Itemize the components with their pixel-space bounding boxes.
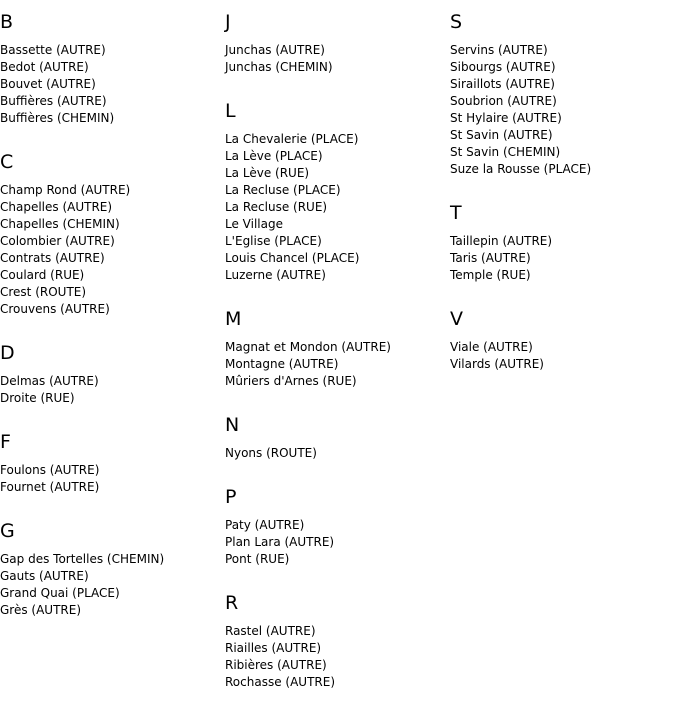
- letter-section: [450, 10, 675, 178]
- street-link[interactable]: Taillepin (AUTRE): [450, 234, 553, 248]
- street-link[interactable]: Rochasse (AUTRE): [225, 675, 336, 689]
- street-link[interactable]: Bassette (AUTRE): [0, 43, 106, 57]
- letter-section: [0, 430, 225, 496]
- street-link[interactable]: St Savin (CHEMIN): [450, 145, 561, 159]
- letter-section: [0, 519, 225, 619]
- street-link[interactable]: Viale (AUTRE): [450, 340, 533, 354]
- street-list: [225, 445, 450, 462]
- street-link[interactable]: Taris (AUTRE): [450, 251, 531, 265]
- street-link[interactable]: Crest (ROUTE): [0, 285, 87, 299]
- street-link[interactable]: Gauts (AUTRE): [0, 569, 89, 583]
- street-link[interactable]: Gap des Tortelles (CHEMIN): [0, 552, 165, 566]
- street-link[interactable]: Bouvet (AUTRE): [0, 77, 96, 91]
- street-link[interactable]: La Recluse (PLACE): [225, 183, 341, 197]
- letter-section: [0, 341, 225, 407]
- street-link[interactable]: La Chevalerie (PLACE): [225, 132, 359, 146]
- street-link[interactable]: Montagne (AUTRE): [225, 357, 339, 371]
- letter-heading: F: [0, 431, 11, 453]
- street-link[interactable]: Temple (RUE): [450, 268, 531, 282]
- street-link[interactable]: Servins (AUTRE): [450, 43, 548, 57]
- street-link[interactable]: Droite (RUE): [0, 391, 75, 405]
- street-link[interactable]: L'Eglise (PLACE): [225, 234, 322, 248]
- street-link[interactable]: Foulons (AUTRE): [0, 463, 100, 477]
- street-link[interactable]: St Savin (AUTRE): [450, 128, 553, 142]
- letter-heading: N: [225, 414, 240, 436]
- letter-section: [225, 307, 450, 390]
- street-link[interactable]: Mûriers d'Arnes (RUE): [225, 374, 357, 388]
- street-link[interactable]: La Lève (PLACE): [225, 149, 323, 163]
- street-list: [450, 339, 675, 373]
- street-list: [0, 373, 225, 407]
- street-link[interactable]: Soubrion (AUTRE): [450, 94, 557, 108]
- street-link[interactable]: Buffières (CHEMIN): [0, 111, 115, 125]
- street-link[interactable]: Le Village: [225, 217, 283, 231]
- street-list: [0, 462, 225, 496]
- street-link[interactable]: Sibourgs (AUTRE): [450, 60, 556, 74]
- letter-heading: J: [225, 11, 231, 33]
- street-link[interactable]: Buffières (AUTRE): [0, 94, 107, 108]
- street-list: [225, 339, 450, 390]
- street-link[interactable]: Colombier (AUTRE): [0, 234, 115, 248]
- letter-heading: C: [0, 151, 14, 173]
- street-link[interactable]: Pont (RUE): [225, 552, 290, 566]
- letter-section: [225, 591, 450, 691]
- letter-section: [225, 413, 450, 462]
- street-link[interactable]: Siraillots (AUTRE): [450, 77, 555, 91]
- street-link[interactable]: Champ Rond (AUTRE): [0, 183, 131, 197]
- street-link[interactable]: Paty (AUTRE): [225, 518, 305, 532]
- street-list: [225, 131, 450, 284]
- letter-heading: L: [225, 100, 236, 122]
- letter-heading: D: [0, 342, 15, 364]
- street-link[interactable]: St Hylaire (AUTRE): [450, 111, 562, 125]
- letter-section: [450, 307, 675, 373]
- street-link[interactable]: Chapelles (AUTRE): [0, 200, 113, 214]
- letter-heading: G: [0, 520, 15, 542]
- letter-section: [225, 485, 450, 568]
- index-column: [225, 10, 450, 714]
- street-link[interactable]: Luzerne (AUTRE): [225, 268, 326, 282]
- index-column: [0, 10, 225, 642]
- street-link[interactable]: Bedot (AUTRE): [0, 60, 89, 74]
- street-link[interactable]: Grès (AUTRE): [0, 603, 82, 617]
- street-link[interactable]: Junchas (AUTRE): [225, 43, 325, 57]
- letter-heading: M: [225, 308, 242, 330]
- street-link[interactable]: Louis Chancel (PLACE): [225, 251, 360, 265]
- letter-section: [225, 99, 450, 284]
- street-link[interactable]: Fournet (AUTRE): [0, 480, 100, 494]
- street-link[interactable]: Ribières (AUTRE): [225, 658, 327, 672]
- street-list: [225, 623, 450, 691]
- street-list: [0, 182, 225, 318]
- letter-section: [225, 10, 450, 76]
- letter-heading: V: [450, 308, 463, 330]
- street-list: [0, 551, 225, 619]
- street-link[interactable]: Plan Lara (AUTRE): [225, 535, 335, 549]
- street-list: [0, 42, 225, 127]
- street-list: [225, 517, 450, 568]
- letter-section: [450, 201, 675, 284]
- letter-heading: S: [450, 11, 463, 33]
- street-link[interactable]: La Recluse (RUE): [225, 200, 328, 214]
- letter-section: [0, 150, 225, 318]
- letter-section: [0, 10, 225, 127]
- letter-heading: B: [0, 11, 14, 33]
- letter-heading: R: [225, 592, 239, 614]
- street-link[interactable]: Rastel (AUTRE): [225, 624, 316, 638]
- street-link[interactable]: Grand Quai (PLACE): [0, 586, 120, 600]
- street-list: [225, 42, 450, 76]
- letter-heading: P: [225, 486, 237, 508]
- street-link[interactable]: Contrats (AUTRE): [0, 251, 105, 265]
- street-link[interactable]: Crouvens (AUTRE): [0, 302, 110, 316]
- street-list: [450, 233, 675, 284]
- street-link[interactable]: Coulard (RUE): [0, 268, 85, 282]
- index-column: [450, 10, 675, 396]
- street-list: [450, 42, 675, 178]
- street-link[interactable]: Suze la Rousse (PLACE): [450, 162, 592, 176]
- street-link[interactable]: Junchas (CHEMIN): [225, 60, 333, 74]
- street-link[interactable]: Magnat et Mondon (AUTRE): [225, 340, 391, 354]
- street-link[interactable]: La Lève (RUE): [225, 166, 310, 180]
- street-link[interactable]: Chapelles (CHEMIN): [0, 217, 120, 231]
- street-link[interactable]: Riailles (AUTRE): [225, 641, 322, 655]
- street-link[interactable]: Vilards (AUTRE): [450, 357, 544, 371]
- street-link[interactable]: Nyons (ROUTE): [225, 446, 317, 460]
- letter-heading: T: [450, 202, 462, 224]
- street-link[interactable]: Delmas (AUTRE): [0, 374, 99, 388]
